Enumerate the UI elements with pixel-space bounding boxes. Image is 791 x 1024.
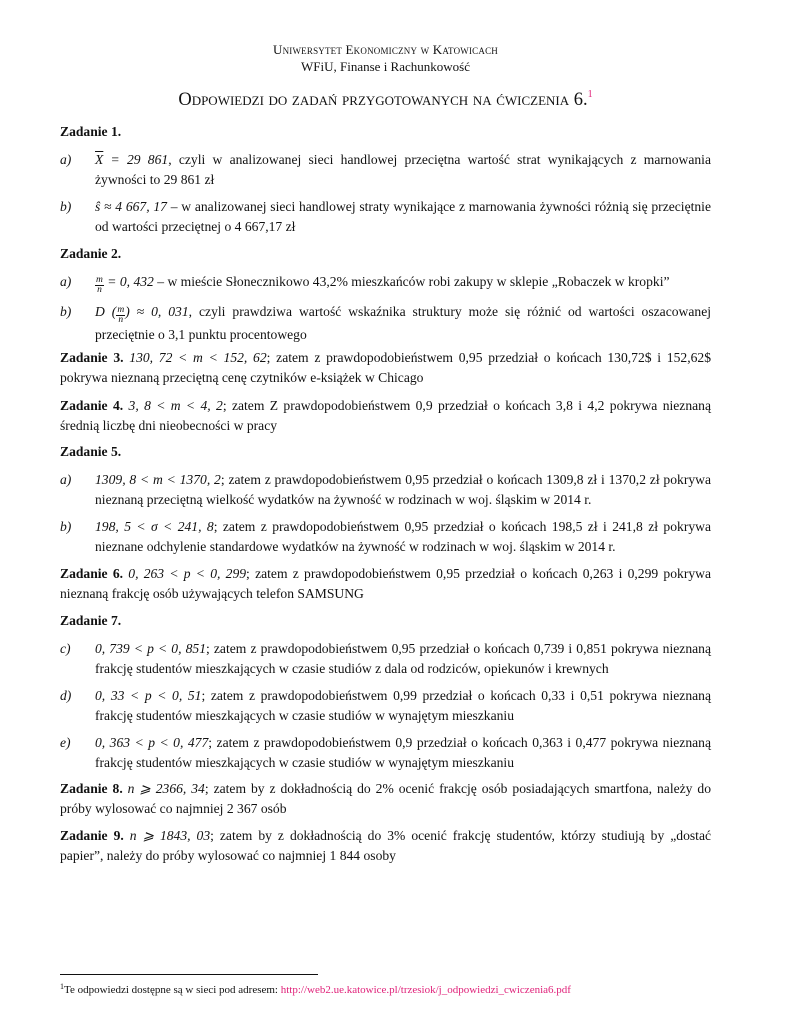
task-9-desc: ; zatem by z dokładnością do 3% ocenić frakcję studentów, którzy studiują by „dostać papier”, należy do próby wylosować co najmniej 1 844 osoby [60,828,712,863]
title-footnote-mark[interactable]: 1 [587,89,593,100]
task-8-heading: Zadanie 8. [60,781,123,796]
task-5b-label: b) [60,519,72,534]
task-7e-text [95,733,711,773]
task-2a-label: a) [60,274,72,289]
task-5a-math: 1309, 8 < m < 1370, 2 [95,472,221,487]
task-7e-desc: ; zatem z prawdopodobieństwem 0,9 przedział o końcach 0,363 i 0,477 pokrywa nieznaną frakcję studentów mieszkających w czasie studiów w wynajętym mieszkaniu [95,735,711,770]
footnote-mark: 1 [60,982,64,991]
task-1b-label: b) [60,199,72,214]
university-name: Uniwersytet Ekonomiczny w Katowicach [273,42,498,57]
faculty-name: WFiU, Finanse i Rachunkowość [301,59,470,74]
task-7d-text [95,686,711,726]
task-1a-desc: , czyli w analizowanej sieci handlowej przeciętna wartość strat wynikających z marnowania żywności to 29 861 zł [95,152,711,187]
task-5a-desc: ; zatem z prawdopodobieństwem 0,95 przedział o końcach 1309,8 zł i 1370,2 zł pokrywa nieznaną przeciętną wielkość wydatków na żywność w rodzinach w woj. śląskim w 2014 r. [95,472,711,507]
task-2b-text [95,302,711,345]
task-9 [60,826,711,866]
task-1b-math: ŝ ≈ 4 667, 17 [95,199,167,214]
task-2a-text [95,272,711,295]
task-2b-label: b) [60,304,72,319]
task-9-math: n ⩾ 1843, 03 [129,828,211,843]
task-1-heading: Zadanie 1. [60,124,122,139]
task-2b-math: ) ≈ 0, 031 [125,304,189,319]
task-5-heading: Zadanie 5. [60,444,122,459]
task-1a-math: $\overline{X} = 29$ 861 [95,152,169,167]
task-6-math: 0, 263 < p < 0, 299 [128,566,247,581]
footnote-link[interactable]: http://web2.ue.katowice.pl/trzesiok/j_odpowiedzi_cwiczenia6.pdf [280,984,571,996]
task-1a-text [95,150,711,190]
task-2b-fraction: $\frac{m}{n}$ [117,305,125,325]
task-2a-desc: – w mieście Słonecznikowo 43,2% mieszkańców robi zakupy w sklepie „Robaczek w kropki” [153,274,670,289]
task-7d-desc: ; zatem z prawdopodobieństwem 0,99 przedział o końcach 0,33 i 0,51 pokrywa nieznaną frakcję studentów mieszkających w czasie studiów w wynajętym mieszkaniu [95,688,711,723]
task-8-math: n ⩾ 2366, 34 [127,781,205,796]
task-4-heading: Zadanie 4. [60,398,124,413]
task-3-math: 130, 72 < m < 152, 62 [129,350,267,365]
task-6-heading: Zadanie 6. [60,566,124,581]
task-3-heading: Zadanie 3. [60,350,124,365]
task-7e-math: 0, 363 < p < 0, 477 [95,735,209,750]
task-7e-label: e) [60,735,71,750]
task-7d-math: 0, 33 < p < 0, 51 [95,688,202,703]
task-3 [60,348,711,388]
footnote [60,980,740,997]
task-8-desc: ; zatem by z dokładnością do 2% ocenić frakcję osób posiadających smartfona, należy do próby wylosować co najmniej 2 367 osób [60,781,712,816]
task-7c-math: 0, 739 < p < 0, 851 [95,641,206,656]
task-2a-fraction: $\frac{m}{n}$ [96,275,103,295]
task-7-heading: Zadanie 7. [60,613,122,628]
task-7c-text [95,639,711,679]
task-1a-label: a) [60,152,72,167]
footnote-text: Te odpowiedzi dostępne są w sieci pod adresem: [64,984,281,996]
task-5a-text [95,470,711,510]
task-5a-label: a) [60,472,72,487]
task-4 [60,396,711,436]
task-2b-desc: , czyli prawdziwa wartość wskaźnika struktury może się różnić od wartości oszacowanej przeciętnie o 3,1 punktu procentowego [95,304,711,342]
task-6 [60,564,711,604]
task-4-math: 3, 8 < m < 4, 2 [128,398,223,413]
task-2-heading: Zadanie 2. [60,246,122,261]
task-7d-label: d) [60,688,72,703]
task-2b-math-pre: D ( [95,304,117,319]
task-4-desc: ; zatem Z prawdopodobieństwem 0,9 przedział o końcach 3,8 i 4,2 pokrywa nieznaną średnią liczbę dni nieobecności w pracy [60,398,711,433]
task-1b-desc: – w analizowanej sieci handlowej straty wynikające z marnowania żywności różnią się przeciętnie od wartości przeciętnej o 4 667,17 zł [95,199,711,234]
title-text: Odpowiedzi do zadań przygotowanych na ćwiczenia 6. [178,90,588,110]
task-5b-desc: ; zatem z prawdopodobieństwem 0,95 przedział o końcach 198,5 zł i 241,8 zł pokrywa nieznane odchylenie standardowe wydatków na żywność w rodzinach w woj. śląskim w 2014 r. [95,519,711,554]
task-8 [60,779,711,819]
task-7c-desc: ; zatem z prawdopodobieństwem 0,95 przedział o końcach 0,739 i 0,851 pokrywa nieznaną frakcję studentów mieszkających w czasie studiów z dala od rodziców, opiekunów i krewnych [95,641,711,676]
task-1b-text [95,197,711,237]
task-5b-text [95,517,711,557]
document-title [60,85,711,110]
task-2a-math: = 0, 432 [103,274,154,289]
task-7c-label: c) [60,641,71,656]
footnote-divider [60,974,318,975]
task-9-heading: Zadanie 9. [60,828,124,843]
task-3-desc: ; zatem z prawdopodobieństwem 0,95 przedział o końcach 130,72$ i 152,62$ pokrywa nieznaną przeciętną cenę czytników e-książek w Chicago [60,350,711,385]
task-5b-math: 198, 5 < σ < 241, 8 [95,519,214,534]
task-6-desc: ; zatem z prawdopodobieństwem 0,95 przedział o końcach 0,263 i 0,299 pokrywa nieznaną frakcję osób używających telefon SAMSUNG [60,566,711,601]
